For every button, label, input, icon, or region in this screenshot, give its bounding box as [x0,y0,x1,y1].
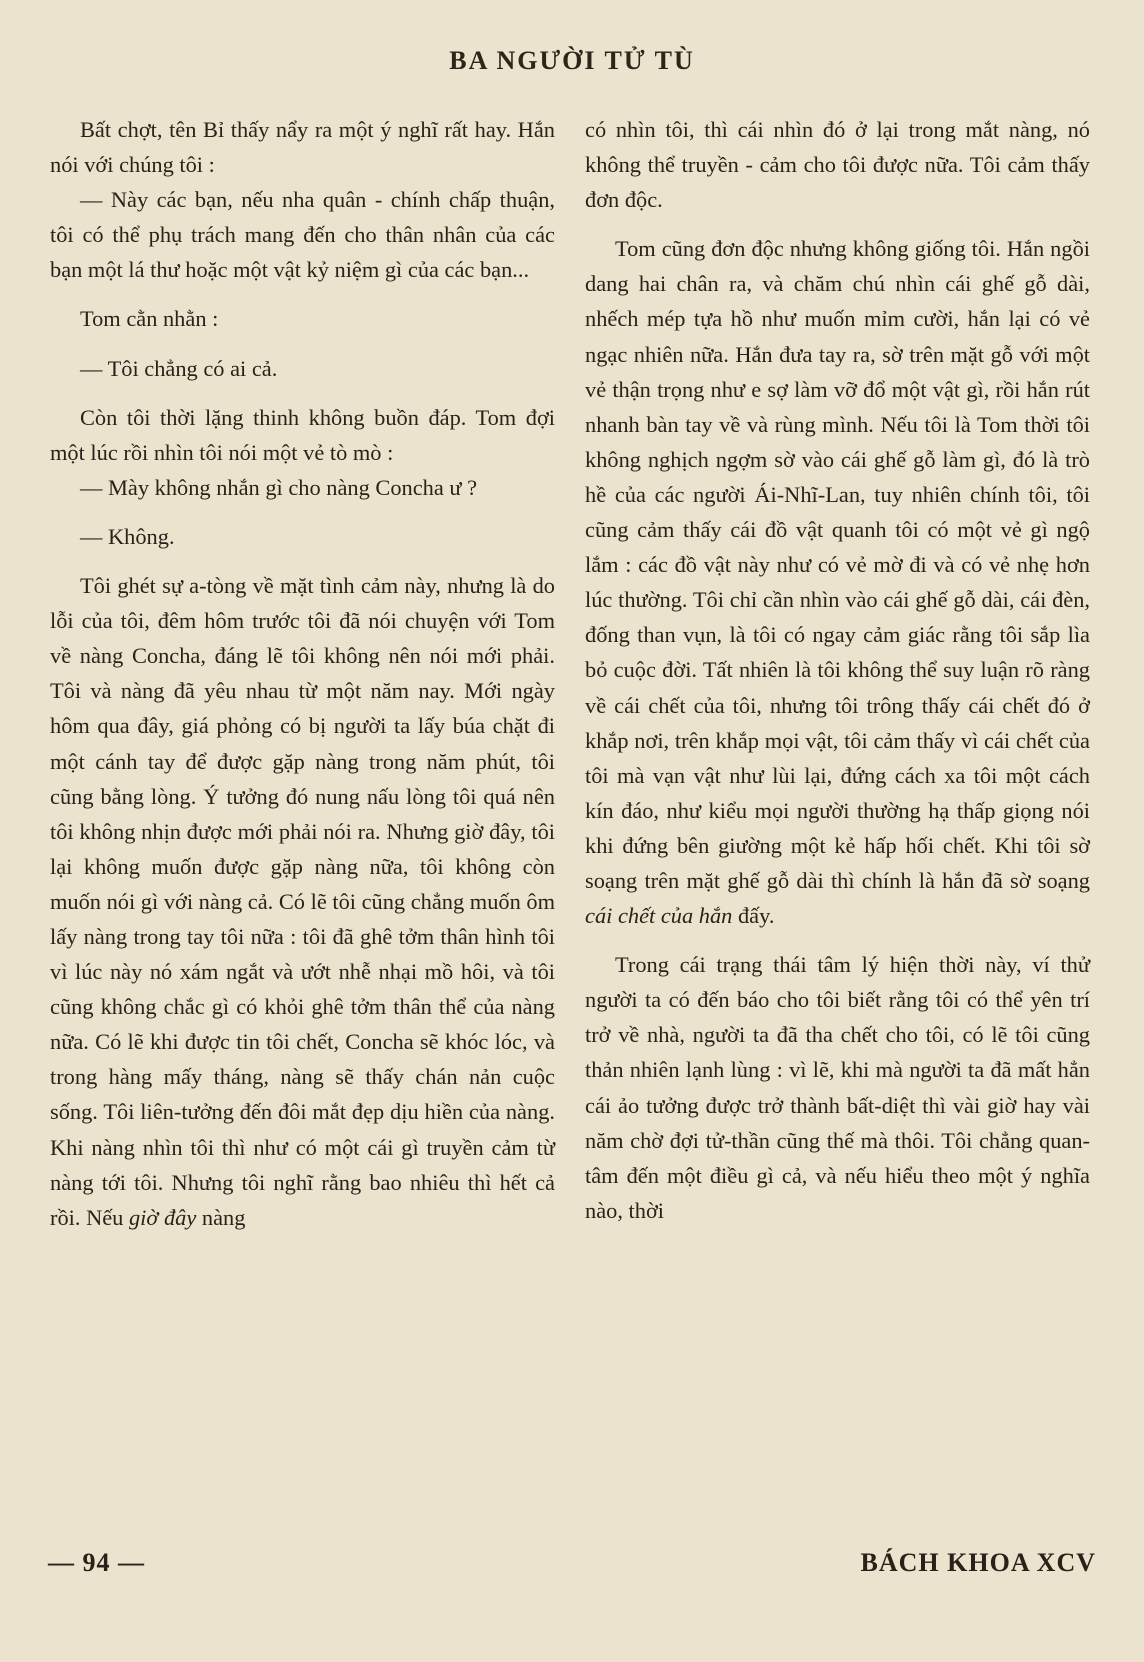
paragraph-text: đấy. [737,903,775,929]
paragraph: Còn tôi thời lặng thinh không buồn đáp. Tom đợi một lúc rồi nhìn tôi nói một vẻ tò mò : [50,404,555,465]
running-title: BA NGƯỜI TỬ TÙ [449,46,695,75]
paragraph: có nhìn tôi, thì cái nhìn đó ở lại trong mắt nàng, nó không thể truyền - cảm cho tôi được nữa. Tôi cảm thấy đơn độc. [585,117,1090,213]
dialogue-line: — Tôi chẳng có ai cả. [80,355,278,381]
paragraph [585,231,1090,933]
italic-phrase: giờ đây [128,1204,197,1230]
paragraph: Trong cái trạng thái tâm lý hiện thời này, ví thử người ta có đến báo cho tôi biết rằng tôi có thể yên trí trở về nhà, người ta đã tha chết cho tôi, có lẽ tôi cũng thản nhiên lạnh lùng : vì lẽ, khi mà người ta đã mất hẳn cái ảo tưởng được trở thành bất-diệt thì vài giờ hay vài năm chờ đợi tử-thần cũng thế mà thôi. Tôi chẳng quan-tâm đến một điều gì cả, và nếu hiểu theo một ý nghĩa nào, thời [585,952,1090,1223]
dialogue-line: — Này các bạn, nếu nha quân - chính chấp thuận, tôi có thể phụ trách mang đến cho thân nhân của các bạn một lá thư hoặc một vật kỷ niệm gì của các bạn... [50,187,555,283]
dialogue-line: — Mày không nhắn gì cho nàng Concha ư ? [80,474,478,500]
paragraph: Bất chợt, tên Bỉ thấy nẩy ra một ý nghĩ rất hay. Hắn nói với chúng tôi : [50,117,555,178]
page-number: — 94 — [48,1548,145,1577]
paragraph [50,568,555,1235]
paragraph-text: Tom cũng đơn độc nhưng không giống tôi. Hắn ngồi dang hai chân ra, và chăm chú nhìn cái ghế gỗ dài, nhếch mép tựa hồ như muốn mỉm cười, hắn lại có vẻ ngạc nhiên nữa. Hắn đưa tay ra, sờ trên mặt gỗ với một vẻ thận trọng như e sợ làm vỡ đổ một vật gì, rồi hắn rút nhanh bàn tay về và rùng mình. Nếu tôi là Tom thời tôi không nghịch ngợm sờ vào cái ghế gỗ làm gì, đó là trò hề của các người Ái-Nhĩ-Lan, tuy nhiên chính tôi, tôi cũng cảm thấy cái đồ vật quanh tôi có một vẻ gì ngộ lắm : các đồ vật này như có vẻ mờ đi và có vẻ nhẹ hơn lúc thường. Tôi chỉ cần nhìn vào cái ghế gỗ dài, cái đèn, đống than vụn, là tôi có ngay cảm giác rằng tôi sắp lìa bỏ cuộc đời. Tất nhiên là tôi không thể suy luận rõ ràng về cái chết của tôi, nhưng tôi trông thấy cái chết đó ở khắp nơi, trên khắp mọi vật, tôi cảm thấy vì cái chết của tôi mà vạn vật như lùi lại, đứng cách xa tôi một cách kín đáo, như kiểu mọi người thường hạ thấp giọng nói khi đứng bên giường một kẻ hấp hối chết. Khi tôi sờ soạng trên mặt ghế gỗ dài thì chính là hắn đã sờ soạng [585,236,1090,893]
paragraph-text: Tôi ghét sự a-tòng về mặt tình cảm này, nhưng là do lỗi của tôi, đêm hôm trước tôi đã nói chuyện với Tom về nàng Concha, đáng lẽ tôi không nên nói mới phải. Tôi và nàng đã yêu nhau từ một năm nay. Mới ngày hôm qua đây, giá phỏng có bị người ta lấy búa chặt đi một cánh tay để được gặp nàng trong năm phút, tôi cũng bằng lòng. Ý tưởng đó nung nấu lòng tôi quá nên tôi không nhịn được mới phải nói ra. Nhưng giờ đây, tôi lại không muốn được gặp nàng nữa, tôi không còn muốn nói gì với nàng cả. Có lẽ tôi cũng chẳng muốn ôm lấy nàng trong tay tôi nữa : tôi đã ghê tởm thân hình tôi vì lúc này nó xám ngắt và ướt nhễ nhại mồ hôi, và tôi cũng không chắc gì có khỏi ghê tởm thân thể của nàng nữa. Có lẽ khi được tin tôi chết, Concha sẽ khóc lóc, và trong hàng mấy tháng, nàng sẽ thấy chán nản cuộc sống. Tôi liên-tưởng đến đôi mắt đẹp dịu hiền của nàng. Khi nàng nhìn tôi thì như có một cái gì truyền cảm từ nàng tới tôi. Nhưng tôi nghĩ rằng bao nhiêu thì hết cả rồi. Nếu [50,573,555,1230]
publication-name: BÁCH KHOA XCV [860,1548,1096,1577]
right-column [585,112,1090,1228]
dialogue-line: — Không. [80,523,175,549]
paragraph: Tom cằn nhằn : [80,306,219,332]
italic-phrase: cái chết của hắn [585,903,733,929]
paragraph-text: nàng [201,1204,246,1230]
left-column [50,112,555,1235]
